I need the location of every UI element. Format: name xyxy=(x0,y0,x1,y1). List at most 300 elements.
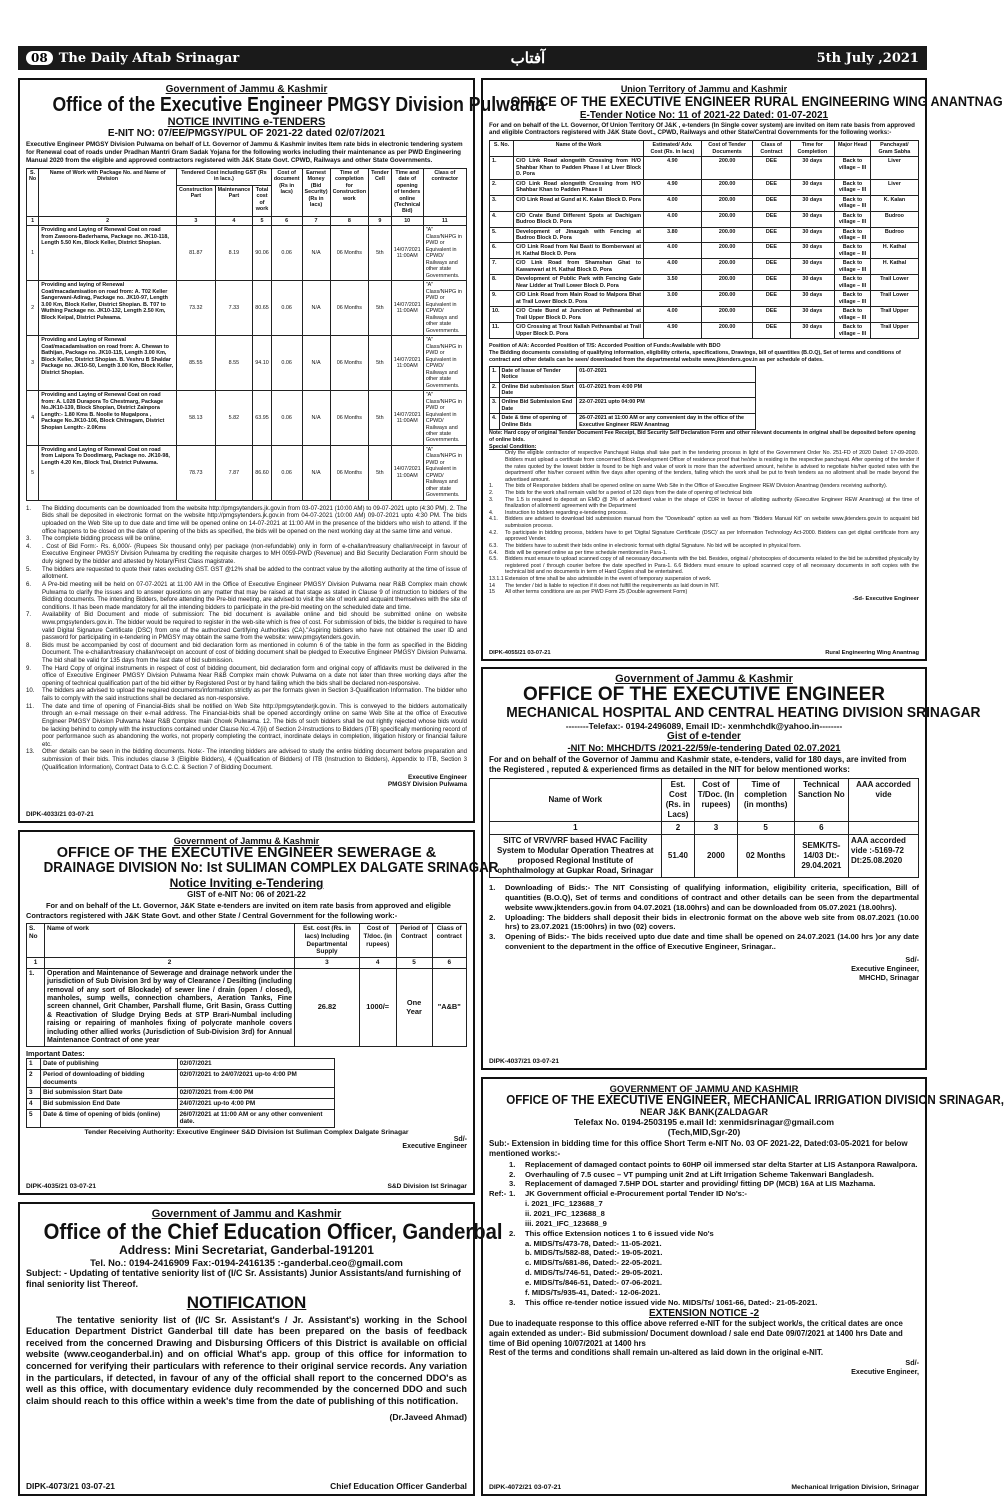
mhchd-table xyxy=(489,778,919,878)
rewa-date-cell: 1. xyxy=(490,366,500,382)
rewa-cell: C/O Crate Bund Different Spots at Dachigam Budroo Block D. Pora xyxy=(514,211,644,227)
pmgsy-cell: "A" Class/NHPG in PWD or Equivalent in CPWD/ Railways and other state Governments. xyxy=(423,336,466,391)
table-row xyxy=(27,226,467,281)
rewa-cell: DEE xyxy=(753,243,790,259)
rewa-sign1: -Sd- Executive Engineer xyxy=(852,595,919,602)
pmgsy-cell: 06 Months xyxy=(330,336,369,391)
pmgsy-h-c: Construction Part xyxy=(177,185,216,216)
table-row xyxy=(490,227,919,243)
pmgsy-cell: Providing and laying of Renewal Coat/macadamisation on road from: A. T02 Keller Sangerwani-Adirag, Package no. JK10-97, Length 3.00 Km, Block Keller, District Shopian. B. T07 to Wuthing Package no. JK10-132, Length 2.50 Km, Block Keipal, District Pulwama. xyxy=(39,281,177,336)
list-item xyxy=(26,703,467,749)
list-text: Downloading of Bids:- The NIT Consisting of qualifying information, eligibility criteria, specification, Bill of quantities (B.O.Q), Set of terms and conditions of contract and other details can be seen from the departmental website www.jktenders.gov.in from 04.07.2021 (18.00hrs) and can be downloaded from 05.07.2021 (18.00hrs). xyxy=(505,883,919,912)
list-item xyxy=(509,1248,919,1258)
pmgsy-cell: 85.55 xyxy=(177,336,216,391)
list-item xyxy=(509,1288,919,1298)
list-text: Bids will be opened online as per time schedule mentioned in Para-1. xyxy=(505,549,668,556)
list-number xyxy=(489,450,505,483)
rewa-special: Special Condition: xyxy=(489,443,537,450)
list-text: Bidders must ensure to upload scanned copy of all necessary documents with the bid. Besides, original / photocopies of documents related to the bid be submitted physically by registered post / through courier before the date specified in Para-1. 6.6 Bidders must ensure to upload scanned copy of all necessary documents in soft copies with the technical bid and no documents in term of Hard Copies shall be entertained. xyxy=(505,556,919,576)
list-text: A Pre-bid meeting will be held on 07-07-2021 at 11:00 AM in the Office of Executive Engineer PMGSY Division Pulwama near R&B Complex main chowk Pulwama to clarify the issues and to answer questions on any matter that may be raised at that stage as stated in Clause 9 of instruction to bidders of the Bidding documents. The intending Bidders, before attending the Pre-bid meeting, are advised to visit the site of work and acquaint themselves with the site of conditions. It has been made mandatory for all the intending bidders to participate in the pre-bid meeting on the scheduled date and time. xyxy=(42,580,467,611)
rewa-cell: 6. xyxy=(490,243,514,259)
rewa-date-cell: 3. xyxy=(490,398,500,414)
table-row xyxy=(27,281,467,336)
rewa-cell: 30 days xyxy=(790,195,835,211)
table-row xyxy=(27,1059,335,1070)
list-text: Other details can be seen in the bidding documents. Note:- The intending bidders are advised to study the entire bidding document before preparation and submission of their bids. This includes clause 3 (Eligible Bidders), 4 (Qualification of Bidders) of ITB (Instruction to Bidders), Appendix to ITB, Section 3 (Qualification Information), Contract Data to G.C.C. & Section 7 of Bidding Document. xyxy=(42,748,467,771)
table-row xyxy=(490,414,756,430)
list-item xyxy=(509,1219,919,1229)
rewa-cell: H. Kathal xyxy=(870,259,918,275)
pmgsy-cell: 0.06 xyxy=(271,445,302,500)
rewa-cell: DEE xyxy=(753,211,790,227)
sewerage-date-cell: Date & time of opening of bids (online) xyxy=(41,1109,178,1127)
pmgsy-colnum: 2 xyxy=(39,216,177,225)
mhchd-h: Time of completion (in months) xyxy=(737,779,794,822)
list-item xyxy=(489,450,919,483)
mhchd-govt: Government of Jammu & Kashmir xyxy=(615,673,793,685)
mhchd-colnum: 2 xyxy=(661,822,695,835)
sewerage-h: Name of work xyxy=(45,924,295,958)
rewa-date-cell: Online Bid Submission End Date xyxy=(499,398,577,414)
pmgsy-cell: 5th xyxy=(369,226,392,281)
rewa-h: Estimated/ Adv. Cost (Rs. in lacs) xyxy=(644,141,702,157)
list-number: 14 xyxy=(489,582,495,589)
list-item xyxy=(509,1199,919,1209)
sewerage-h: Cost of T/doc. (in rupees) xyxy=(359,924,396,958)
rewa-cell: 4.00 xyxy=(644,307,702,323)
list-number: 4.1. xyxy=(489,516,498,523)
table-row xyxy=(27,336,467,391)
list-number xyxy=(509,1288,525,1298)
list-item xyxy=(489,583,919,590)
rewa-cell: 200.00 xyxy=(701,211,753,227)
sewerage-date-cell: 2 xyxy=(27,1070,41,1088)
sewerage-notice-title: Notice Inviting e-Tendering xyxy=(169,876,324,891)
ceo-notice xyxy=(18,1202,503,1496)
rewa-cell: 7. xyxy=(490,259,514,275)
mhchd-cell: SITC of VRV/VRF based HVAC Facility System to Modular Operation Theatres at proposed Regional Institute of ophthalmology at Gupkar Road, Srinagar xyxy=(490,835,662,878)
list-item xyxy=(489,883,919,912)
ceo-body: The tentative seniority list of (I/C Sr. Assistant's / Jr. Assistant's) working in the School Education Department District Ganderbal till date has been prepared on the basis of feedback received from the concerned Drawing and Disbursing Officers of this District is available on official website (www.ceoganderbal.in) and on official What's app. group of this office for information to concerned for verifying their particulars with reference to their original service records. Any variation in the particulars, if detected, in favour of any of the official shall report to the concerned DDO's as well as this office, with documentary evidence duly recommended by the concerned DDO and such claim should reach to this office within a week's time from the date of publishing of this notification. xyxy=(26,1314,467,1406)
list-item xyxy=(509,1298,919,1308)
pmgsy-cell: 94.10 xyxy=(253,336,272,391)
pmgsy-cell: 5.82 xyxy=(215,391,253,446)
list-item xyxy=(509,1229,919,1239)
rewa-date-cell: 26-07-2021 at 11:00 AM or any convenient day in the office of the Executive Engineer REW Anantnag xyxy=(577,414,755,430)
mhchd-colnum: 5 xyxy=(737,822,794,835)
sewerage-date-cell: 02/07/2021 xyxy=(177,1059,334,1070)
list-text: The bidders are requested to quote their rates excluding GST. GST @12% shall be added to the contract value by the allotting authority at the time of issue of allotment. xyxy=(42,565,467,581)
rewa-cell: 4.90 xyxy=(644,179,702,195)
pmgsy-cell: 1 xyxy=(27,226,39,281)
pmgsy-colnum: 8 xyxy=(330,216,369,225)
pmgsy-h-time: Time of completion for Construction work xyxy=(330,168,369,216)
rewa-h: Major Head xyxy=(835,141,871,157)
pmgsy-h-work: Name of Work with Package No. and Name of Division xyxy=(39,168,177,216)
list-text: Only the eligible contractor of respective Panchayat Halqa shall take part in the tendering process in light of the Government Order No. 251-FD of 2020 Dated: 17-09-2020. Bidders must upload a certificate from concerned Block Development Officer of residence proof that he/she is residing in the respective panchayat. After opening of the tender if the rates quoted by the lowest bidder is found to be high and value of work is more than the advertised amount, he/she is advised to negotiate his/her quoted rates with the department/ offer his/her consent within five days after opening of the tenders, failing which the work shall be put to fresh tenders as no allotment shall be made beyond the advertised amount. xyxy=(505,450,919,483)
list-text: Extension of time shall be also admissible in the event of temporary suspension of work. xyxy=(505,575,712,582)
rewa-cell: 30 days xyxy=(790,259,835,275)
mhchd-colnum: 6 xyxy=(794,822,848,835)
mhchd-sign2: MHCHD, Srinagar xyxy=(859,972,919,982)
pmgsy-cell: 73.32 xyxy=(177,281,216,336)
mid-govt: GOVERNMENT OF JAMMU AND KASHMIR xyxy=(609,1083,799,1094)
pmgsy-cell: Providing and Laying of Renewal Coat on road from Laipora To Doodimarg, Package no. JK10-98, Length 4.20 Km, Block Tral, District Pulwama. xyxy=(39,445,177,500)
rewa-h: S. No. xyxy=(490,141,514,157)
mhchd-dipk: DIPK-4037/21 03-07-21 xyxy=(489,1058,560,1065)
list-number: 6. xyxy=(26,580,32,588)
mid-near: NEAR J&K BANK(ZALDAGAR xyxy=(640,1107,768,1118)
list-text: The Hard Copy of original instruments in respect of cost of bidding document, bid declaration form and original copy of affidavits must be delivered in the office of Executive Engineer PMGSY Division Pulwama Near R&B Complex main chowk Pulwama on a date not later than three working days after the opening of technical qualification part of the bid either by Registered Post or by hand failing which the bids shall be declared non-responsive. xyxy=(42,664,467,687)
list-item xyxy=(509,1258,919,1268)
list-text: The complete bidding process will be online. xyxy=(42,535,162,543)
list-item xyxy=(26,581,467,611)
mhchd-cell: AAA accorded vide :-5169-72 Dt:25.08.2020 xyxy=(849,835,919,878)
pmgsy-cell: 0.06 xyxy=(271,226,302,281)
list-number xyxy=(509,1239,525,1249)
pmgsy-cell: "A" Class/NHPG in PWD or Equivalent in CPWD/ Railways and other state Governments. xyxy=(423,391,466,446)
sewerage-colnum: 1 xyxy=(27,958,45,969)
sewerage-date-cell: 02/07/2021 to 24/07/2021 up-to 4:00 PM xyxy=(177,1070,334,1088)
sewerage-office1: OFFICE OF THE EXECUTIVE ENGINEER SEWERAGE & xyxy=(56,845,437,861)
table-row xyxy=(490,195,919,211)
sewerage-h: Period of Contract xyxy=(396,924,432,958)
pmgsy-cell: 7.87 xyxy=(215,445,253,500)
mhchd-h: Cost of T/Doc. (In rupees) xyxy=(695,779,737,822)
ceo-heading: NOTIFICATION xyxy=(186,1292,307,1312)
rewa-cell: 5. xyxy=(490,227,514,243)
pmgsy-cell: 5th xyxy=(369,281,392,336)
ceo-govt: Government of Jammu and Kashmir xyxy=(151,1208,342,1220)
list-text: Uploading: The bidders shall deposit their bids in electronic format on the above web site from 08.07.2021 (10.00 hrs) to 23.07.2021 (15:00hrs) in two (02) covers. xyxy=(505,912,919,932)
pmgsy-cell: 14/07/2021 11:00AM xyxy=(391,336,423,391)
mhchd-contact: --------Telefax:- 0194-2496089, Email ID:- xenmhchdk@yahoo.in-------- xyxy=(565,720,843,731)
pmgsy-colnum: 6 xyxy=(271,216,302,225)
pmgsy-cell: 14/07/2021 11:00AM xyxy=(391,391,423,446)
pmgsy-cell: 0.06 xyxy=(271,391,302,446)
sewerage-h: Est. cost (Rs. in lacs) Including Departmental Supply xyxy=(295,924,360,958)
table-row xyxy=(490,291,919,307)
pmgsy-h-cls: Class of contractor xyxy=(423,168,466,216)
list-text: The date and time of opening of Financial-Bids shall be notified on Web Site http://pmgsytenderjk.gov.in. This is conveyed to the bidders automatically through an e-mail message on their e-mail address. The Financial-bids shall be opened accordingly online on same Web Site at the office of Executive Engineer PMGSY Division Pulwama Near R&B Complex main Chowk Pulwama. 12. The bids of such bidders shall be out rightly rejected whose bids would be lacking behind to comply with the instructions contained under Clause No:-4.7(ii) of Section 2-Instructions to Bidders (ITB) specifically mentioning record of poor performance such as abandoning the works, not properly completing the contract, inordinate delays in completion, litigation history or financial failure etc. xyxy=(42,702,467,748)
rewa-conditions xyxy=(489,450,919,595)
mhchd-cell: 51.40 xyxy=(661,835,695,878)
rewa-cell: H. Kathal xyxy=(870,243,918,259)
mhchd-h: Technical Sanction No xyxy=(794,779,848,822)
rewa-notice xyxy=(481,78,1003,661)
list-number: 10. xyxy=(26,687,35,695)
list-text: a. MIDS/Ts/473-78, Dated:- 11-05-2021. xyxy=(525,1238,662,1248)
paper-name: The Daily Aftab Srinagar xyxy=(58,50,240,66)
list-text: Opening of Bids:- The bids received upto due date and time shall be opened on 24.07.2021 (14.00 hrs )or any date convenient to the department in the office of Executive Engineer, Srinagar.. xyxy=(505,932,919,951)
list-item xyxy=(489,550,919,557)
rewa-cell: 30 days xyxy=(790,227,835,243)
pmgsy-cell: 14/07/2021 11:00AM xyxy=(391,281,423,336)
rewa-date-cell: 01-07-2021 xyxy=(577,366,755,382)
rewa-cell: 10. xyxy=(490,307,514,323)
rewa-dates xyxy=(489,366,756,431)
rewa-cell: Back to village – III xyxy=(835,195,871,211)
mhchd-gist: Gist of e-tender xyxy=(667,730,741,742)
mhchd-colnum: 3 xyxy=(695,822,737,835)
list-item xyxy=(489,490,919,497)
rewa-note: Note: Hard copy of original Tender Document Fee Receipt, Bid Security Self Declaration Form and other relevant documents in original shall be deposited before opening of online bids. xyxy=(489,430,916,444)
rewa-date-cell: 22-07-2021 upto 04:00 PM xyxy=(577,398,755,414)
sewerage-colnum: 3 xyxy=(295,958,360,969)
sewerage-cell: 26.82 xyxy=(295,968,360,1047)
rewa-cell: 3. xyxy=(490,195,514,211)
mid-office: OFFICE OF THE EXECUTIVE ENGINEER, MECHANICAL IRRIGATION DIVISION SRINAGAR, xyxy=(506,1093,1004,1107)
rewa-office: OFFICE OF THE EXECUTIVE ENGINEER RURAL ENGINEERING WING ANANTNAG xyxy=(510,93,1003,109)
sewerage-cell: 1. xyxy=(27,968,45,1047)
rewa-date-cell: 4. xyxy=(490,414,500,430)
rewa-cell: 4.00 xyxy=(644,211,702,227)
rewa-date-cell: 2. xyxy=(490,382,500,398)
list-text: JK Government official e-Procurement portal Tender ID No's:- xyxy=(525,1189,747,1199)
list-number: 15 xyxy=(489,589,495,596)
pmgsy-cell: 86.60 xyxy=(253,445,272,500)
pmgsy-cell: N/A xyxy=(302,336,330,391)
page-number: 08 xyxy=(26,51,53,65)
mid-works xyxy=(489,1160,919,1190)
sewerage-date-cell: 3 xyxy=(27,1088,41,1099)
mhchd-notice xyxy=(481,667,981,1070)
rewa-cell: 200.00 xyxy=(701,195,753,211)
list-item xyxy=(489,483,919,490)
pmgsy-cell: 4 xyxy=(27,391,39,446)
list-text: Replacement of damaged 7.5HP DOL starter and providing/ fitting DP (MCB) 16A at LIS Mazhama. xyxy=(525,1179,876,1189)
sewerage-intro: For and on behalf of the Lt. Governor, J&K State e-tenders are invited on item rate basis from approved and eligible Contractors registered with J&K State Govt. and other State / Central Government for the following work:- xyxy=(26,901,451,920)
list-item xyxy=(489,589,919,596)
list-text: This office Extension notices 1 to 6 issued vide No's xyxy=(525,1228,714,1238)
pmgsy-colnum: 1 xyxy=(27,216,39,225)
rewa-notice-title: E-Tender Notice No: 11 of 2021-22 Dated: 01-07-2021 xyxy=(579,109,829,121)
list-number: 2. xyxy=(489,490,494,497)
list-item xyxy=(489,576,919,583)
rewa-cell: DEE xyxy=(753,157,790,179)
list-number: 6.5. xyxy=(489,556,498,563)
mhchd-cell: 2000 xyxy=(695,835,737,878)
rewa-cell: 3.00 xyxy=(644,291,702,307)
list-number: 4. xyxy=(26,542,32,550)
rewa-cell: Budroo xyxy=(870,211,918,227)
pmgsy-cell: 5th xyxy=(369,336,392,391)
rewa-cell: C/O Link Road from Nai Basti to Bomberwani at H. Kathal Block D. Pora xyxy=(514,243,644,259)
rewa-cell: C/O Link Road at Gund at K. Kalan Block D. Pora xyxy=(514,195,644,211)
list-number: 4.2. xyxy=(489,529,498,536)
rewa-cell: 4.00 xyxy=(644,259,702,275)
mid-ref-label: Ref:- xyxy=(489,1189,507,1199)
list-number: 13. xyxy=(26,748,35,756)
rewa-cell: 200.00 xyxy=(701,259,753,275)
list-number: 3. xyxy=(26,535,32,543)
rewa-date-cell: 01-07-2021 from 4:00 PM xyxy=(577,382,755,398)
rewa-cell: 30 days xyxy=(790,179,835,195)
list-item xyxy=(489,516,919,529)
mid-ext-body: Due to inadequate response to this office above referred e-NIT for the subject work/s, the critical dates are once again extended as under:- Bid submission/ Document download / sale end Date 09/07/2021 at 1400 hrs Date and time of Bid opening 10/07/2021 at 1400 hrs xyxy=(489,1318,903,1348)
sewerage-colnum: 4 xyxy=(359,958,396,969)
pmgsy-h-t: Total cost of work xyxy=(253,185,272,216)
list-item xyxy=(489,510,919,517)
list-item xyxy=(509,1170,919,1180)
sewerage-date-cell: Bid submission Start Date xyxy=(41,1088,178,1099)
list-text: The bidders are advised to upload the required documents/information strictly as per the formats given in Section 3-Qualification Information. The bidder who fails to comply with the said instructions shall be declared as non-responsive. xyxy=(42,687,467,703)
pmgsy-cell: 06 Months xyxy=(330,445,369,500)
rewa-cell: 30 days xyxy=(790,243,835,259)
sewerage-date-cell: 5 xyxy=(27,1109,41,1127)
pmgsy-cell: Providing and Laying of Renewal Coat on road from: A. L028 Durapora To Chestmarg, Package No.JK10-139, Block Shopian, District Zainpora Length:- 1.80 Kms B. Noolie to Mugalpora , Package No.JK10-106, Block Chitragam, District Shopian Length:- 2.0Kms xyxy=(39,391,177,446)
list-text: This office re-tender notice issued vide No. MIDS/Ts/ 1061-66, Dated:- 21-05-2021. xyxy=(525,1297,818,1307)
list-text: The bidders have to submit their bids online in electronic format with digital Signature. No bid will be accepted in physical form. xyxy=(505,542,802,549)
pmgsy-cell: 8.19 xyxy=(215,226,253,281)
rewa-cell: Back to village – III xyxy=(835,291,871,307)
rewa-cell: DEE xyxy=(753,179,790,195)
list-item xyxy=(489,913,919,932)
list-number: 3. xyxy=(489,496,494,503)
table-row xyxy=(27,1109,335,1127)
rewa-cell: C/O Crate Bund at Junction at Pethnambal at Trail Upper Block D. Pora xyxy=(514,307,644,323)
list-text: Bidders are advised to download bid submission manual from the "Downloads" option as well as from "Bidders Manual Kit" on website www.jktenders.gov.in to acquaint bid submission process. xyxy=(505,516,919,530)
sewerage-sd: Sd/- xyxy=(453,1136,467,1144)
sewerage-date-cell: Bid submission End Date xyxy=(41,1099,178,1110)
table-row xyxy=(27,1099,335,1110)
rewa-cell: C/O Link Road alongwith Crossing from H/O Shahbar Khan to Padden Phase II xyxy=(514,179,644,195)
rewa-cell: C/O Link Road from Main Road to Malpora Bhat at Trail Lower Block D. Pora xyxy=(514,291,644,307)
pmgsy-cell: 8.55 xyxy=(215,336,253,391)
list-number: 8. xyxy=(26,641,32,649)
mid-sub: Sub:- Extension in bidding time for this office Short Term e-NIT No. 03 OF 2021-22, Dated:03-05-2021 for below mentioned works:- xyxy=(489,1139,908,1159)
table-row xyxy=(490,366,756,382)
list-text: b. MIDS/Ts/582-88, Dated:- 19-05-2021. xyxy=(525,1248,663,1258)
rewa-cell: Trail Lower xyxy=(870,291,918,307)
pmgsy-cell: N/A xyxy=(302,281,330,336)
list-item xyxy=(26,543,467,566)
sewerage-date-cell: 02/07/2021 from 4:00 PM xyxy=(177,1088,334,1099)
rewa-h: Name of the Work xyxy=(514,141,644,157)
list-text: d. MIDS/Ts/746-51, Dated:- 29-05-2021. xyxy=(525,1268,663,1278)
rewa-cell: C/O Crossing at Trout Nallah Pethnambal at Trail Upper Block D. Pora xyxy=(514,323,644,339)
pmgsy-h-cell: Tender Cell xyxy=(369,168,392,216)
pmgsy-table xyxy=(26,168,467,501)
rewa-cell: 4.90 xyxy=(644,323,702,339)
list-number: 9. xyxy=(26,664,32,672)
rewa-cell: 30 days xyxy=(790,275,835,291)
list-number xyxy=(509,1248,525,1258)
rewa-cell: Back to village – III xyxy=(835,307,871,323)
pmgsy-cell: 80.65 xyxy=(253,281,272,336)
list-number xyxy=(509,1199,525,1209)
pmgsy-cell: 78.73 xyxy=(177,445,216,500)
rewa-dipk: DIPK-4055/21 03-07-21 xyxy=(489,650,551,656)
rewa-cell: C/O Link Road alongwith Crossing from H/O Shahbar Khan to Padden Phase I at Liver Block D. Pora xyxy=(514,157,644,179)
mid-ext-title: EXTENSION NOTICE -2 xyxy=(648,1307,759,1319)
pmgsy-enit: E-NIT NO: 07/EE/PMGSY/PUL OF 2021-22 dated 02/07/2021 xyxy=(107,128,386,139)
mhchd-colnum xyxy=(849,822,919,835)
pmgsy-cell: 14/07/2021 11:00AM xyxy=(391,226,423,281)
table-row xyxy=(490,382,756,398)
list-item xyxy=(509,1268,919,1278)
sewerage-date-cell: Date of publishing xyxy=(41,1059,178,1070)
table-row xyxy=(490,179,919,195)
list-text: To participate in bidding process, bidders have to get 'Digital Signature Certificate (DSC)' as per Information Technology Act-2000. Bidders can get digital certificate from any approved Vender. xyxy=(505,529,919,543)
pmgsy-cell: Providing and Laying of Renewal Coat/macadamisation on road from: A. Chewan to Bathijan, Package no. JK10-115, Length 3.00 Km, Block Keller, District Shopian. B. Veshru B Shaldar Package no. JK10-50, Length 3.00 Km, Block Keller, District Shopian. xyxy=(39,336,177,391)
list-text: All other terms conditions are as per PWD Form 25 (Double agreement Form) xyxy=(505,589,688,596)
sewerage-dipk: DIPK-4035/21 03-07-21 xyxy=(26,1183,97,1190)
list-number: 1. xyxy=(489,483,494,490)
mid-rest: Rest of the terms and conditions shall remain un-altered as laid down in the original e-NIT. xyxy=(489,1348,824,1358)
table-row xyxy=(27,1088,335,1099)
rewa-cell: DEE xyxy=(753,259,790,275)
pmgsy-cell: 0.06 xyxy=(271,281,302,336)
table-row xyxy=(27,1070,335,1088)
pmgsy-h-open: Time and date of opening of tenders online (Technical Bid) xyxy=(391,168,423,216)
list-number xyxy=(509,1258,525,1268)
mid-notice xyxy=(481,1077,1004,1496)
rewa-cell: 4.00 xyxy=(644,195,702,211)
ceo-tel: Tel. No.: 0194-2416909 Fax:-0194-2416135 :-ganderbal.ceo@gmail.com xyxy=(90,1257,403,1269)
sewerage-table xyxy=(26,923,467,1047)
rewa-cell: K. Kalan xyxy=(870,195,918,211)
rewa-bidding: The Bidding documents consisting of qualifying information, eligibility criteria, specifications, Drawings, bill of quantities (B.O.Q), Set of terms and conditions of contract and other details can be seen/ downloaded from the departmental website www.jktenders.gov.in as per schedule of dates. xyxy=(489,350,901,363)
list-item xyxy=(489,543,919,550)
rewa-cell: DEE xyxy=(753,291,790,307)
rewa-h: Cost of Tender Documents xyxy=(701,141,753,157)
list-item xyxy=(509,1189,919,1199)
mid-tech: (Tech,MID,Sgr-20) xyxy=(667,1127,741,1138)
mid-sd: Sd/- xyxy=(905,1358,919,1368)
rewa-cell: Trail Upper xyxy=(870,307,918,323)
rewa-cell: DEE xyxy=(753,195,790,211)
pmgsy-h-tcil: Tendered Cost including GST (Rs in lacs.) xyxy=(177,168,272,185)
rewa-cell: Back to village – III xyxy=(835,157,871,179)
list-item xyxy=(509,1209,919,1219)
rewa-cell: 30 days xyxy=(790,157,835,179)
rewa-sign2: Rural Engineering Wing Anantnag xyxy=(825,650,919,656)
pmgsy-dipk: DIPK-4033/21 03-07-21 xyxy=(26,811,94,818)
mhchd-sign1: Executive Engineer, xyxy=(851,963,919,973)
list-text: Availability of Bid Document and mode of submission: The bid document is available online and bid should be submitted online on website www.pmgsytenders.gov.in. The bidder would be required to register in the web-site which is free of cost. For submission of bids, the bidder is required to have valid Digital Signature Certificate (DSC) from one of the authorized Certifying Authorities (CA)."Aspiring bidders who have not obtained the user ID and password for participating in e-tendering in PMGSY may obtain the same from the website: www.pmgsytenders.gov.in. xyxy=(42,611,467,642)
sewerage-office2: DRAINAGE DIVISION No: Ist SULIMAN COMPLEX DALGATE SRINAGAR xyxy=(43,860,499,877)
sewerage-cell: Operation and Maintenance of Sewerage and drainage network under the jurisdiction of Sub Division 3rd by way of Clearance / Desilting (including removal of any sort of Blockade) of sewer line / drain (open / closed), manholes, sump wells, connection chambers, Aeration Tanks, Fine screen channel, Grit Chamber, Parshall flume, Grit Basin, Grass Cutting & Reactivation of Sludge Drying Beds at STP Brari-Numbal including raising or repairing of manholes fixing of polycrate manhole covers including other allied works (Jurisdiction of Sub-Division 3rd) for Annual Maintenance Contract of one year xyxy=(45,968,295,1047)
pmgsy-sign1: Executive Engineer xyxy=(408,774,467,782)
mid-tel: Telefax No. 0194-2503195 e.mail Id: xenmidsrinagar@gmail.com xyxy=(574,1117,834,1128)
sewerage-date-cell: 26/07/2021 at 11:00 AM or any other convenient date. xyxy=(177,1109,334,1127)
sewerage-cell: One Year xyxy=(396,968,432,1047)
rewa-cell: 9. xyxy=(490,291,514,307)
rewa-cell: Development of Jinazgah with Fencing at Budroo Block D. Pora xyxy=(514,227,644,243)
list-item xyxy=(509,1179,919,1189)
list-number: 2. xyxy=(509,1228,516,1238)
list-text: i. 2021_IFC_123688_7 xyxy=(525,1199,603,1209)
rewa-cell: 30 days xyxy=(790,291,835,307)
list-item xyxy=(26,642,467,665)
pmgsy-h-em: Earnest Money (Bid Security) (Rs in lacs) xyxy=(302,168,330,216)
rewa-cell: 200.00 xyxy=(701,243,753,259)
rewa-cell: Liver xyxy=(870,157,918,179)
list-item xyxy=(489,497,919,510)
mhchd-cell: SEMK/TS-14/03 Dt:- 29.04.2021 xyxy=(794,835,848,878)
pmgsy-cell: 3 xyxy=(27,336,39,391)
list-item xyxy=(489,556,919,576)
issue-date: 5th July ,2021 xyxy=(816,50,919,66)
sewerage-date-cell: 24/07/2021 up-to 4:00 PM xyxy=(177,1099,334,1110)
list-number: 5. xyxy=(26,565,32,573)
table-row xyxy=(490,307,919,323)
mhchd-nit: -NIT No: MHCHD/TS /2021-22/59/e-tendering Dated 02.07.2021 xyxy=(567,741,841,753)
mhchd-colnum: 1 xyxy=(490,822,662,835)
list-number: 6.4. xyxy=(489,549,498,556)
sewerage-colnum: 6 xyxy=(432,958,466,969)
